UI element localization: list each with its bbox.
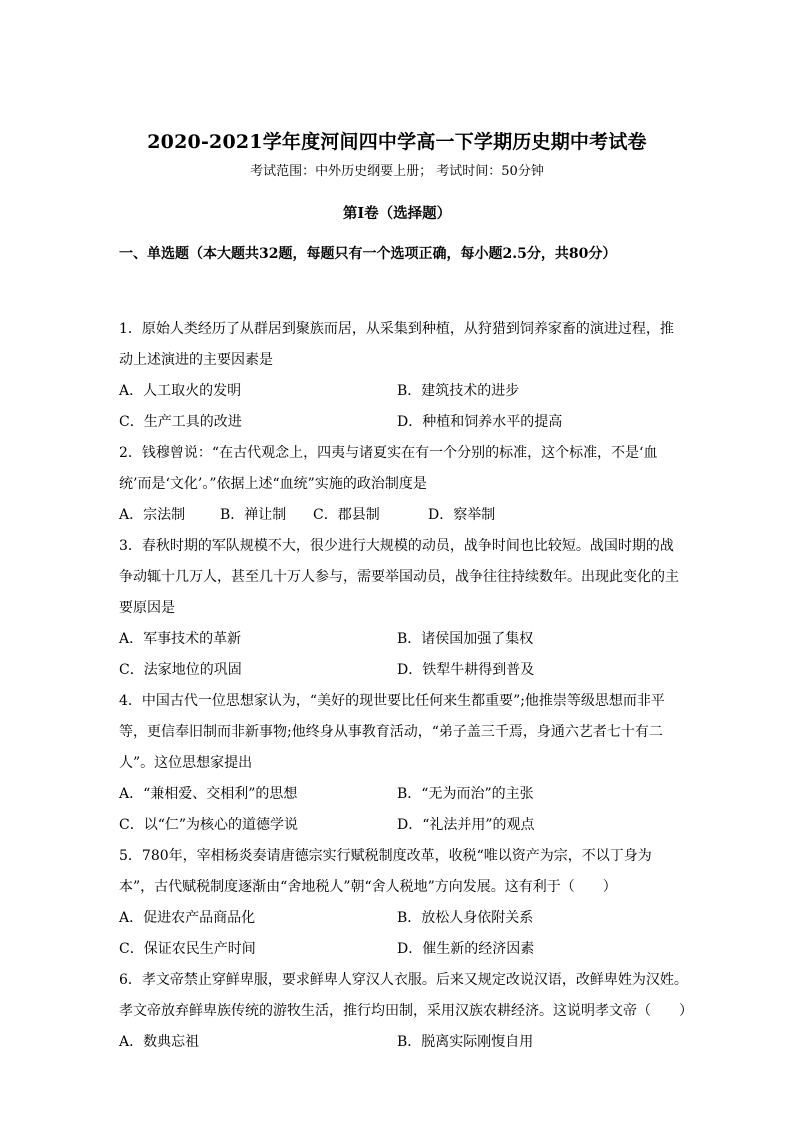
part-title: 第I卷（选择题） xyxy=(342,205,452,222)
question-2-option-c: C．郡县制 xyxy=(313,507,380,523)
question-1-option-b: B．建筑技术的进步 xyxy=(397,383,520,399)
question-5-option-c: C．保证农民生产时间 xyxy=(119,941,256,957)
question-2-option-a: A．宗法制 xyxy=(119,507,186,523)
question-5-line-1: 5．780年，宰相杨炎奏请唐德宗实行赋税制度改革，收税“唯以资产为宗，不以丁身为 xyxy=(119,848,652,864)
question-6-option-b: B．脱离实际刚愎自用 xyxy=(397,1034,534,1050)
section-title: 一、单选题（本大题共32题，每题只有一个选项正确，每小题2.5分，共80分） xyxy=(119,246,617,262)
question-3-option-c: C．法家地位的巩固 xyxy=(119,662,242,678)
question-3-option-b: B．诸侯国加强了集权 xyxy=(397,631,534,647)
question-6-line-1: 6．孝文帝禁止穿鲜卑服，要求鲜卑人穿汉人衣服。后来又规定改说汉语，改鲜卑姓为汉姓。 xyxy=(119,972,688,988)
question-4-line-1: 4．中国古代一位思想家认为，“美好的现世要比任何来生都重要”;他推崇等级思想而非平 xyxy=(119,693,665,709)
question-5-option-a: A．促进农产品商品化 xyxy=(119,910,256,926)
question-3-line-1: 3．春秋时期的军队规模不大，很少进行大规模的动员，战争时间也比较短。战国时期的战 xyxy=(119,538,674,554)
question-3-option-d: D．铁犁牛耕得到普及 xyxy=(397,662,535,678)
question-3-line-3: 要原因是 xyxy=(119,600,175,616)
question-6-line-2: 孝文帝放弃鲜卑族传统的游牧生活，推行均田制，采用汉族农耕经济。这说明孝文帝（ ） xyxy=(119,1003,693,1019)
question-2-option-d: D．察举制 xyxy=(428,507,496,523)
question-4-option-d: D．“礼法并用”的观点 xyxy=(397,817,535,833)
question-6-option-a: A．数典忘祖 xyxy=(119,1034,200,1050)
question-2-option-b: B．禅让制 xyxy=(220,507,287,523)
question-5-line-2: 本”，古代赋税制度逐渐由“舍地税人”朝“舍人税地”方向发展。这有利于（ ） xyxy=(119,879,617,895)
question-4-option-c: C．以“仁”为核心的道德学说 xyxy=(119,817,299,833)
question-4-option-b: B．“无为而治”的主张 xyxy=(397,786,534,802)
question-1-line-1: 1．原始人类经历了从群居到聚族而居，从采集到种植，从狩猎到饲养家畜的演进过程，推 xyxy=(119,321,674,337)
question-5-option-d: D．催生新的经济因素 xyxy=(397,941,535,957)
question-1-option-d: D．种植和饲养水平的提高 xyxy=(397,414,563,430)
question-1-line-2: 动上述演进的主要因素是 xyxy=(119,352,273,368)
question-4-option-a: A．“兼相爱、交相利”的思想 xyxy=(119,786,298,802)
question-5-option-b: B．放松人身依附关系 xyxy=(397,910,534,926)
question-4-line-3: 人”。这位思想家提出 xyxy=(119,755,253,771)
question-1-option-c: C．生产工具的改进 xyxy=(119,414,242,430)
exam-subtitle: 考试范围：中外历史纲要上册； 考试时间：50分钟 xyxy=(250,164,544,179)
question-2-line-1: 2．钱穆曾说：“在古代观念上，四夷与诸夏实在有一个分别的标准，这个标准，不是‘血 xyxy=(119,445,658,461)
question-3-line-2: 争动辄十几万人，甚至几十万人参与，需要举国动员，战争往往持续数年。出现此变化的主 xyxy=(119,569,679,585)
question-3-option-a: A．军事技术的革新 xyxy=(119,631,242,647)
question-1-option-a: A．人工取火的发明 xyxy=(119,383,242,399)
exam-title: 2020-2021学年度河间四中学高一下学期历史期中考试卷 xyxy=(147,131,647,153)
question-2-line-2: 统’而是‘文化’。”依据上述“血统”实施的政治制度是 xyxy=(119,476,427,492)
question-4-line-2: 等，更信奉旧制而非新事物;他终身从事教育活动，“弟子盖三千焉，身通六艺者七十有二 xyxy=(119,724,663,740)
